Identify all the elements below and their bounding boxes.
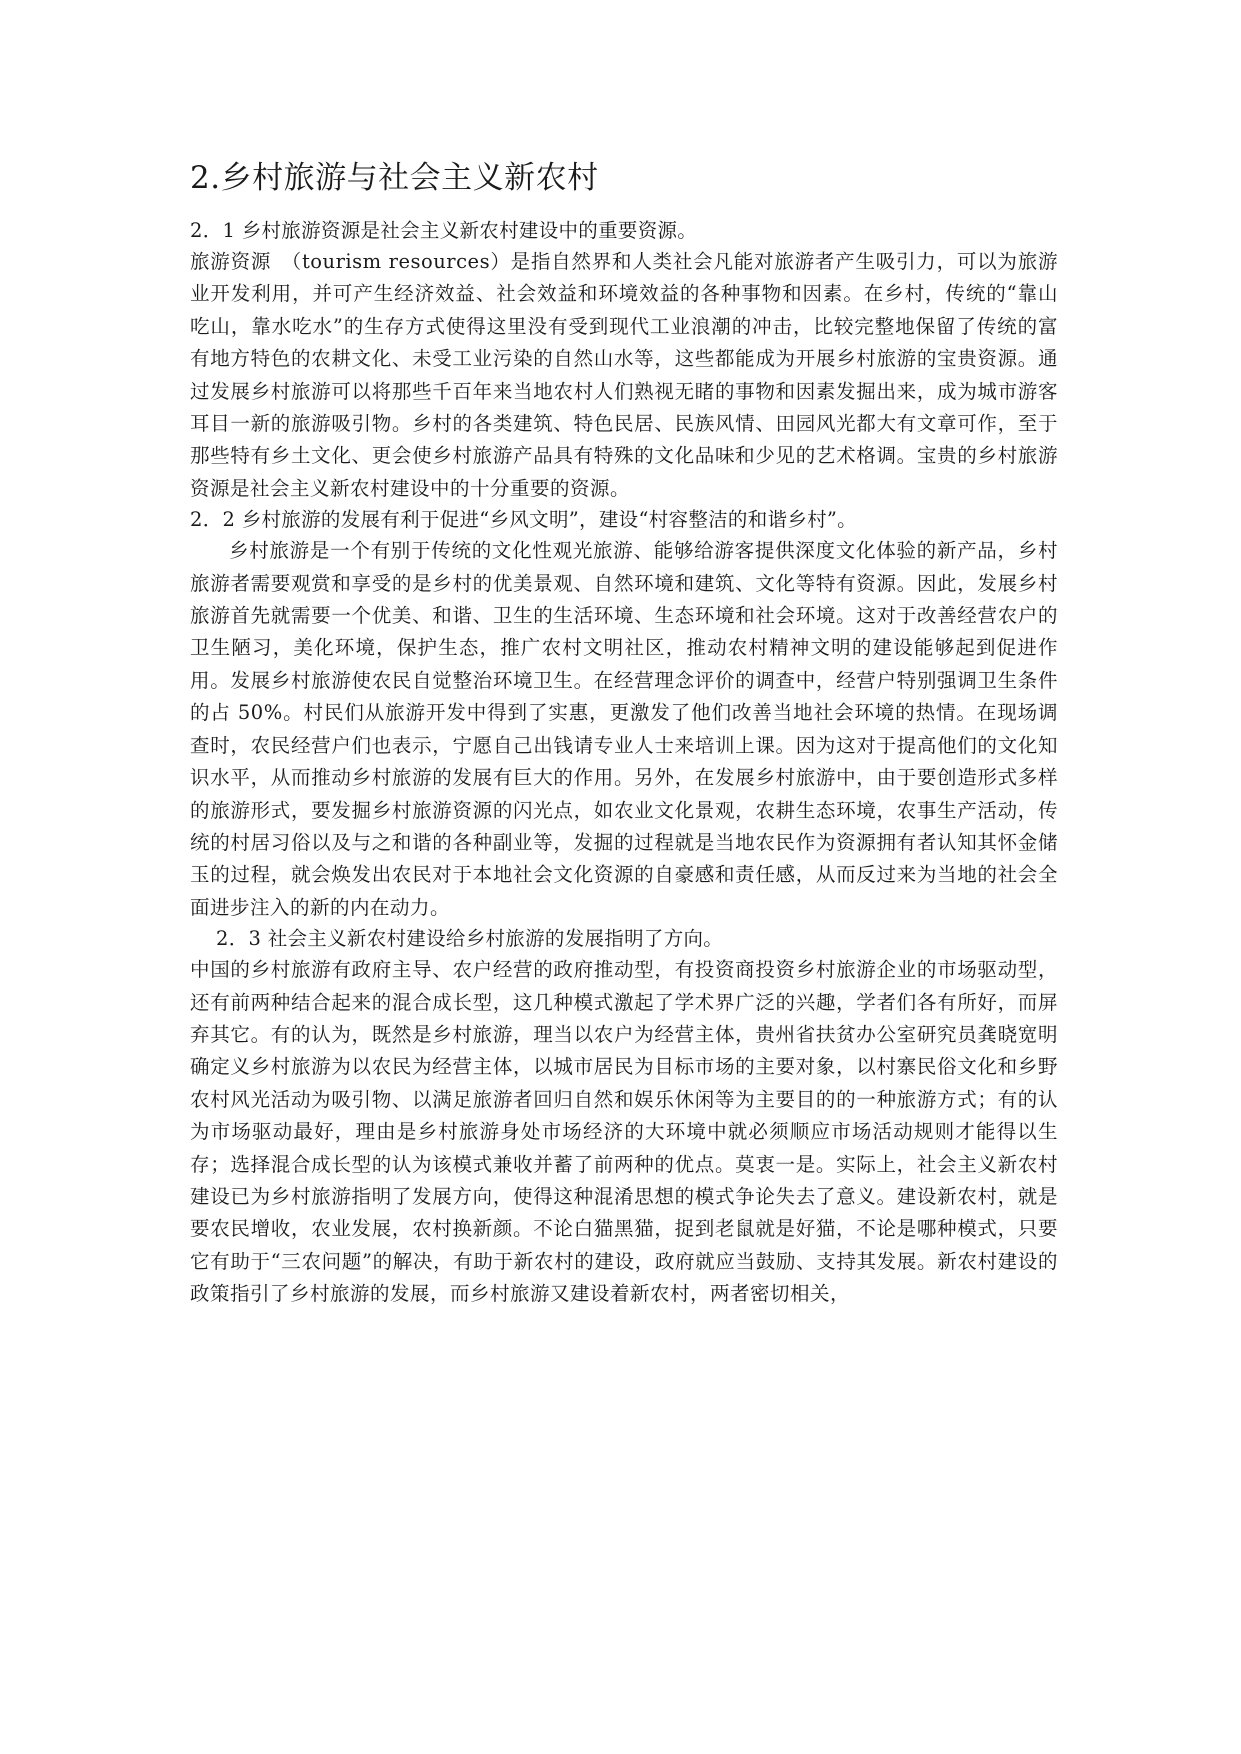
- section-paragraph-2-3: 中国的乡村旅游有政府主导、农户经营的政府推动型，有投资商投资乡村旅游企业的市场驱动型，还有前两种结合起来的混合成长型，这几种模式激起了学术界广泛的兴趣，学者们各有所好，而屏弃其它。有的认为，既然是乡村旅游，理当以农户为经营主体，贵州省扶贫办公室研究员龚晓宽明确定义乡村旅游为以农民为经营主体，以城市居民为目标市场的主要对象，以村寨民俗文化和乡野农村风光活动为吸引物、以满足旅游者回归自然和娱乐休闲等为主要目的的一种旅游方式；有的认为市场驱动最好，理由是乡村旅游身处市场经济的大环境中就必须顺应市场活动规则才能得以生存；选择混合成长型的认为该模式兼收并蓄了前两种的优点。莫衷一是。实际上，社会主义新农村建设已为乡村旅游指明了发展方向，使得这种混淆思想的模式争论失去了意义。建设新农村，就是要农民增收，农业发展，农村换新颜。不论白猫黑猫，捉到老鼠就是好猫，不论是哪种模式，只要它有助于“三农问题”的解决，有助于新农村的建设，政府就应当鼓励、支持其发展。新农村建设的政策指引了乡村旅游的发展，而乡村旅游又建设着新农村，两者密切相关，: [190, 958, 1058, 1306]
- section-heading-2-1: 2．1 乡村旅游资源是社会主义新农村建设中的重要资源。: [190, 219, 698, 242]
- section-paragraph-2-2: 乡村旅游是一个有别于传统的文化性观光旅游、能够给游客提供深度文化体验的新产品，乡村旅游者需要观赏和享受的是乡村的优美景观、自然环境和建筑、文化等特有资源。因此，发展乡村旅游首先就需要一个优美、和谐、卫生的生活环境、生态环境和社会环境。这对于改善经营农户的卫生陋习，美化环境，保护生态，推广农村文明社区，推动农村精神文明的建设能够起到促进作用。发展乡村旅游使农民自觉整治环境卫生。在经营理念评价的调查中，经营户特别强调卫生条件的占 50%。村民们从旅游开发中得到了实惠，更激发了他们改善当地社会环境的热情。在现场调查时，农民经营户们也表示，宁愿自己出钱请专业人士来培训上课。因为这对于提高他们的文化知识水平，从而推动乡村旅游的发展有巨大的作用。另外，在发展乡村旅游中，由于要创造形式多样的旅游形式，要发掘乡村旅游资源的闪光点，如农业文化景观，农耕生态环境，农事生产活动，传统的村居习俗以及与之和谐的各种副业等，发掘的过程就是当地农民作为资源拥有者认知其怀金储玉的过程，就会焕发出农民对于本地社会文化资源的自豪感和责任感，从而反过来为当地的社会全面进步注入的新的内在动力。: [190, 539, 1058, 919]
- section-paragraph-2-1: 旅游资源 （tourism resources）是指自然界和人类社会凡能对旅游者产生吸引力，可以为旅游业开发利用，并可产生经济效益、社会效益和环境效益的各种事物和因素。在乡村，传统的“靠山吃山，靠水吃水”的生存方式使得这里没有受到现代工业浪潮的冲击，比较完整地保留了传统的富有地方特色的农耕文化、未受工业污染的自然山水等，这些都能成为开展乡村旅游的宝贵资源。通过发展乡村旅游可以将那些千百年来当地农村人们熟视无睹的事物和因素发掘出来，成为城市游客耳目一新的旅游吸引物。乡村的各类建筑、特色民居、民族风情、田园风光都大有文章可作，至于那些特有乡土文化、更会使乡村旅游产品具有特殊的文化品味和少见的艺术格调。宝贵的乡村旅游资源是社会主义新农村建设中的十分重要的资源。: [190, 250, 1058, 500]
- document-body: [190, 158, 1058, 1311]
- page-title: 2.乡村旅游与社会主义新农村: [190, 160, 599, 196]
- section-heading-2-3: 2．3 社会主义新农村建设给乡村旅游的发展指明了方向。: [216, 927, 724, 951]
- section-heading-2-2: 2．2 乡村旅游的发展有利于促进“乡风文明”，建设“村容整洁的和谐乡村”。: [190, 508, 857, 532]
